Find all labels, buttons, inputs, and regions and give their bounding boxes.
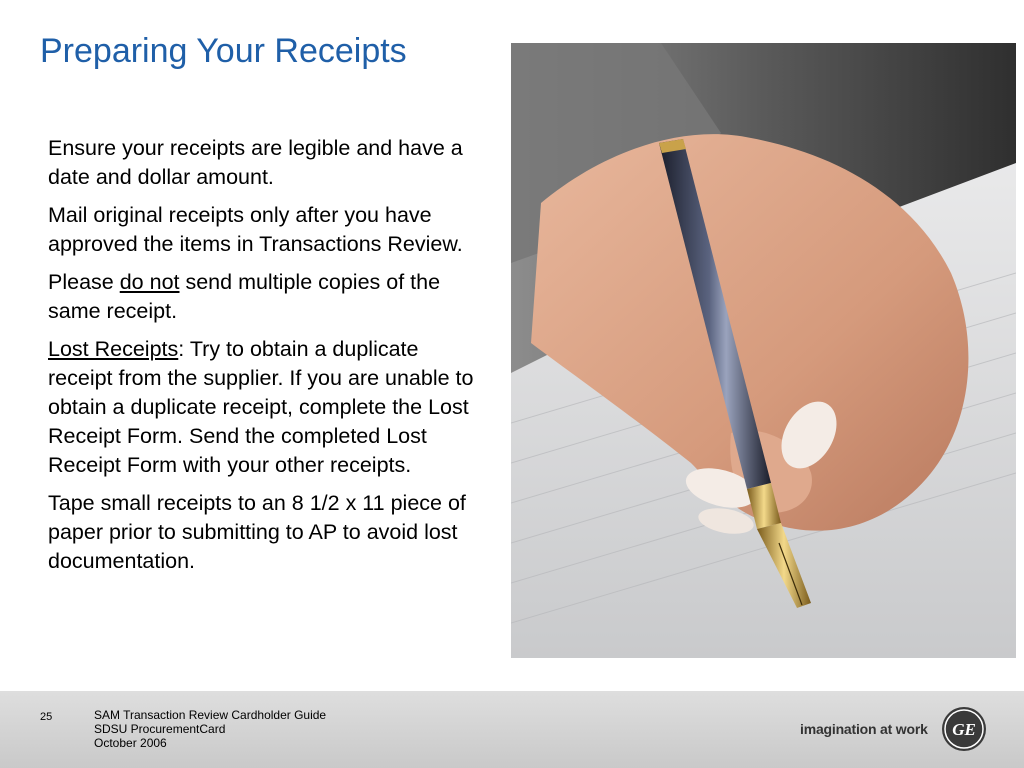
slide-body	[48, 134, 488, 585]
ge-logo-icon	[941, 706, 987, 752]
do-not-emphasis: do not	[119, 270, 180, 294]
footer-line-3: October 2006	[94, 736, 167, 750]
paragraph-tape-receipts: Tape small receipts to an 8 1/2 x 11 piece of paper prior to submitting to AP to avoid lost documentation.	[48, 491, 466, 573]
paragraph-no-copies	[48, 268, 488, 326]
paragraph-mail-originals: Mail original receipts only after you have approved the items in Transactions Review.	[48, 203, 463, 256]
footer-line-2: SDSU ProcurementCard	[94, 722, 226, 736]
footer-text	[94, 708, 326, 750]
footer-bar	[0, 691, 1024, 768]
slide-title: Preparing Your Receipts	[40, 32, 407, 70]
footer-line-1: SAM Transaction Review Cardholder Guide	[94, 708, 327, 722]
lost-receipts-label: Lost Receipts	[48, 337, 179, 361]
tagline: imagination at work	[800, 721, 928, 737]
p3-pre: Please	[48, 270, 120, 294]
paragraph-lost-receipts	[48, 335, 488, 480]
svg-text:GE: GE	[952, 720, 976, 739]
p3-post: send multiple copies of the same receipt.	[48, 270, 441, 323]
lost-receipts-text: : Try to obtain a duplicate receipt from the supplier. If you are unable to obtain a duplicate receipt, complete the Lost Receipt Form. Send the completed Lost Receipt Form with your other receipts.	[48, 337, 474, 477]
page-number: 25	[40, 711, 53, 723]
hand-writing-photo	[511, 43, 1016, 658]
paragraph-legible: Ensure your receipts are legible and have a date and dollar amount.	[48, 136, 463, 189]
